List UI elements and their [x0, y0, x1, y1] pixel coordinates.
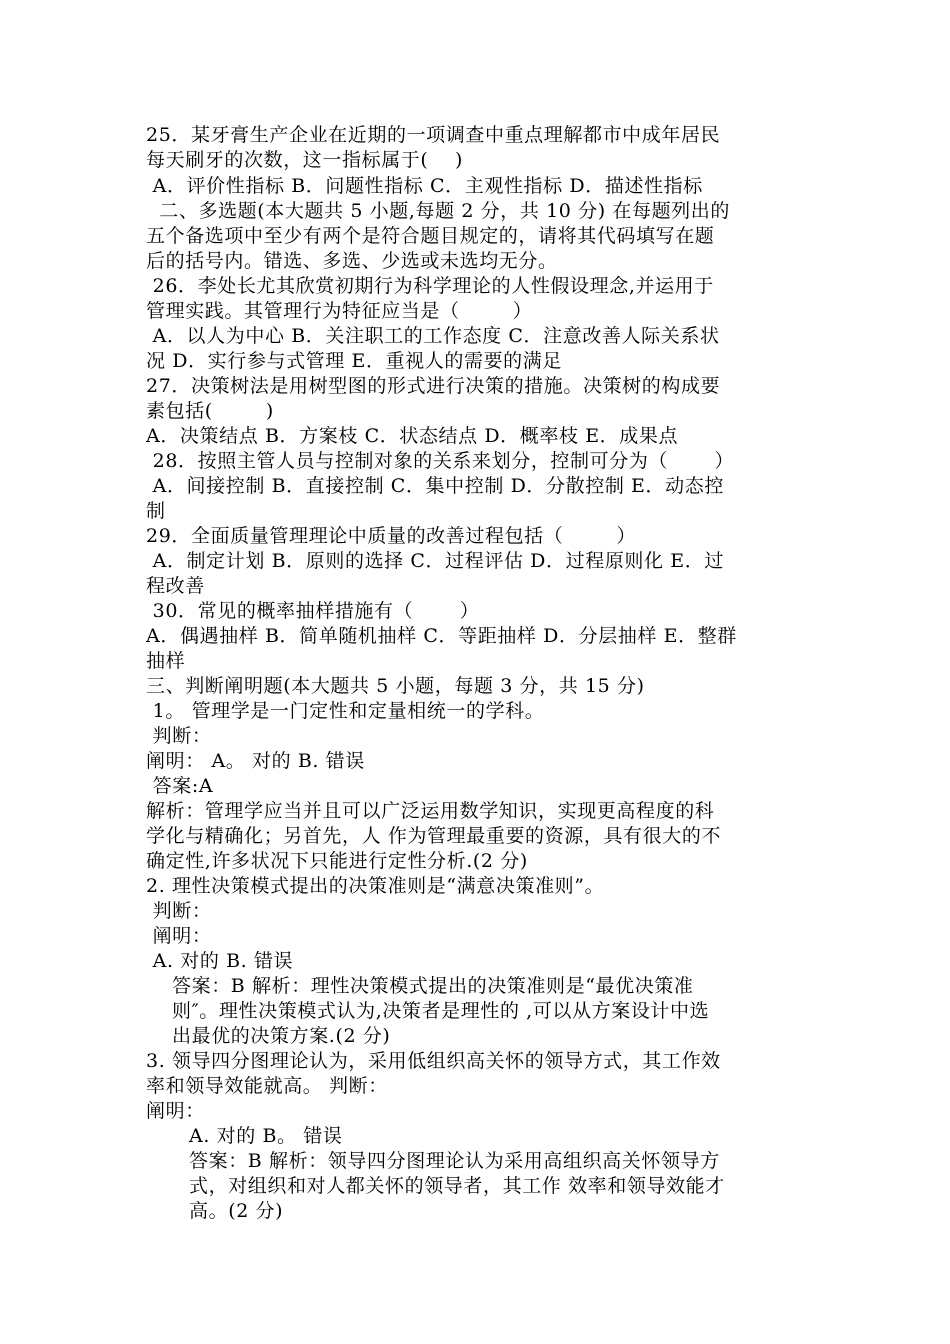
text-line: 出最优的决策方案.(2 分) [172, 1025, 391, 1047]
text-line: 判断： [146, 725, 212, 747]
text-line: 判断： [146, 900, 212, 922]
text-line: 2. 理性决策模式提出的决策准则是“满意决策准则”。 [146, 875, 605, 897]
text-line: 程改善 [146, 575, 205, 597]
text-line: 3. 领导四分图理论认为，采用低组织高关怀的领导方式，其工作效 [146, 1050, 721, 1072]
text-line: 学化与精确化；另首先，人 作为管理最重要的资源，具有很大的不 [146, 825, 722, 847]
text-line: 则″。理性决策模式认为,决策者是理性的 ,可以从方案设计中选 [172, 1000, 710, 1022]
text-line: 管理实践。其管理行为特征应当是（ ） [146, 300, 533, 322]
text-line: 二、多选题(本大题共 5 小题,每题 2 分，共 10 分) 在每题列出的 [146, 200, 730, 222]
text-line: 30．常见的概率抽样措施有（ ） [146, 600, 480, 622]
text-line: 后的括号内。错选、多选、少选或未选均无分。 [146, 250, 558, 272]
text-line: A．间接控制 B．直接控制 C．集中控制 D．分散控制 E．动态控 [146, 475, 724, 497]
text-line: 每天刷牙的次数，这一指标属于( ) [146, 149, 463, 171]
text-line: 率和领导效能就高。 判断： [146, 1075, 388, 1097]
text-line: 25．某牙膏生产企业在近期的一项调查中重点理解都市中成年居民 [146, 124, 721, 146]
text-line: 式，对组织和对人都关怀的领导者，其工作 效率和领导效能才 [189, 1175, 725, 1197]
section-heading: 三、判断阐明题(本大题共 5 小题，每题 3 分，共 15 分) [146, 675, 645, 697]
text-line: 阐明： A。 对的 B. 错误 [146, 750, 365, 772]
text-line: 素包括( ) [146, 400, 274, 422]
text-line: 答案：B 解析：领导四分图理论认为采用高组织高关怀领导方 [189, 1150, 720, 1172]
text-line: A. 对的 B. 错误 [146, 950, 294, 972]
text-line: 制 [146, 500, 166, 522]
text-line: A．决策结点 B．方案枝 C．状态结点 D．概率枝 E．成果点 [146, 425, 679, 447]
text-line: 26．李处长尤其欣赏初期行为科学理论的人性假设理念,并运用于 [146, 275, 714, 297]
text-line: 27．决策树法是用树型图的形式进行决策的措施。决策树的构成要 [146, 375, 721, 397]
text-line: 解析：管理学应当并且可以广泛运用数学知识，实现更高程度的科 [146, 800, 715, 822]
text-line: 阐明： [146, 925, 212, 947]
text-line: 况 D．实行参与式管理 E．重视人的需要的满足 [146, 350, 562, 372]
text-line: 29．全面质量管理理论中质量的改善过程包括（ ） [146, 525, 637, 547]
text-line: A．偶遇抽样 B．简单随机抽样 C．等距抽样 D．分层抽样 E．整群 [146, 625, 737, 647]
text-line: 确定性,许多状况下只能进行定性分析.(2 分) [146, 850, 528, 872]
text-line: 抽样 [146, 650, 186, 672]
text-line: 1。 管理学是一门定性和定量相统一的学科。 [146, 700, 545, 722]
text-line: 答案：B 解析：理性决策模式提出的决策准则是“最优决策准 [172, 975, 694, 997]
text-line: A．评价性指标 B．问题性指标 C．主观性指标 D．描述性指标 [146, 175, 703, 197]
text-line: 28．按照主管人员与控制对象的关系来划分，控制可分为（ ） [146, 450, 735, 472]
text-line: 答案:A [146, 775, 214, 797]
text-line: A. 对的 B。 错误 [189, 1125, 343, 1147]
text-line: A．制定计划 B．原则的选择 C．过程评估 D．过程原则化 E．过 [146, 550, 724, 572]
text-line: 阐明： [146, 1100, 205, 1122]
text-line: A．以人为中心 B．关注职工的工作态度 C．注意改善人际关系状 [146, 325, 720, 347]
text-line: 高。(2 分) [189, 1200, 284, 1222]
text-line: 五个备选项中至少有两个是符合题目规定的，请将其代码填写在题 [146, 225, 715, 247]
